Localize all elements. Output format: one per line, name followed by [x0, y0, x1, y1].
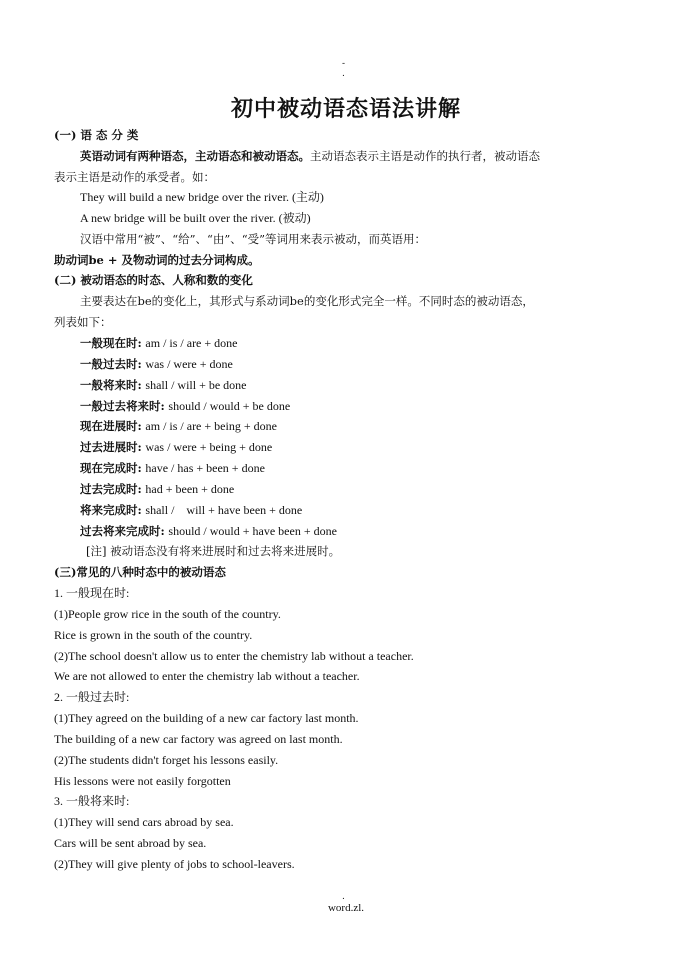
- tense-row: [80, 439, 272, 455]
- section1-paragraph-rest: 主动语态表示主语是动作的执行者，被动语态: [310, 149, 540, 163]
- tense-label: 一般将来时:: [80, 378, 142, 392]
- example-passive: A new bridge will be built over the river. (被动): [80, 211, 311, 225]
- example-line: (1)People grow rice in the south of the country.: [54, 607, 281, 621]
- tense-row: [80, 335, 237, 351]
- section3-heading: (三)常见的八种时态中的被动语态: [54, 565, 226, 579]
- tense-form: should / would + have been + done: [168, 524, 337, 538]
- tense-label: 一般过去时:: [80, 357, 142, 371]
- tense-row: [80, 356, 233, 372]
- page-title: 初中被动语态语法讲解: [230, 96, 461, 122]
- example-line: (2)The school doesn't allow us to enter the chemistry lab without a teacher.: [54, 649, 414, 663]
- section1-rule: 助动词be + 及物动词的过去分词构成。: [54, 253, 260, 267]
- tense-form: have / has + been + done: [145, 461, 265, 475]
- tense-form: shall / will + have been + done: [145, 503, 303, 517]
- tense-form: had + been + done: [145, 482, 235, 496]
- example-line: Rice is grown in the south of the country.: [54, 628, 253, 642]
- subsection-heading: 1. 一般现在时:: [54, 586, 130, 600]
- example-line: (2)They will give plenty of jobs to school-leavers.: [54, 857, 295, 871]
- section2-heading: (二) 被动语态的时态、人称和数的变化: [54, 273, 253, 287]
- tense-label: 过去进展时:: [80, 440, 142, 454]
- footer-dot: .: [342, 892, 345, 902]
- example-line: Cars will be sent abroad by sea.: [54, 836, 207, 850]
- section1-paragraph-bold: 英语动词有两种语态，主动语态和被动语态。: [80, 149, 310, 163]
- tense-label: 过去完成时:: [80, 482, 142, 496]
- example-line: (2)The students didn't forget his lessons easily.: [54, 753, 279, 767]
- tense-label: 现在完成时:: [80, 461, 142, 475]
- example-line: (1)They agreed on the building of a new car factory last month.: [54, 711, 359, 725]
- tense-form: am / is / are + being + done: [145, 419, 277, 433]
- tense-row: [80, 523, 337, 539]
- section1-note: 汉语中常用“被”、“给”、“由”、“受”等词用来表示被动，而英语用：: [80, 232, 427, 246]
- tense-form: am / is / are + done: [145, 336, 238, 350]
- section1-paragraph-line2: 表示主语是动作的承受者。如：: [54, 170, 215, 184]
- header-dot: .: [342, 69, 345, 79]
- tense-row: [80, 502, 302, 518]
- tense-row: [80, 460, 265, 476]
- tense-row: [80, 398, 290, 414]
- tense-label: 过去将来完成时:: [80, 524, 165, 538]
- tense-form: was / were + done: [145, 357, 233, 371]
- example-active: They will build a new bridge over the river. (主动): [80, 190, 324, 204]
- section2-paragraph-line2: 列表如下：: [54, 315, 112, 329]
- section2-note: [注] 被动语态没有将来进展时和过去将来进展时。: [86, 544, 341, 558]
- tense-form: should / would + be done: [168, 399, 291, 413]
- tense-form: shall / will + be done: [145, 378, 247, 392]
- example-line: The building of a new car factory was agreed on last month.: [54, 732, 343, 746]
- example-line: (1)They will send cars abroad by sea.: [54, 815, 234, 829]
- tense-row: [80, 418, 277, 434]
- tense-label: 将来完成时:: [80, 503, 142, 517]
- subsection-heading: 3. 一般将来时:: [54, 794, 130, 808]
- tense-label: 现在进展时:: [80, 419, 142, 433]
- section2-paragraph-line1: 主要表达在be的变化上，其形式与系动词be的变化形式完全一样。不同时态的被动语态，: [80, 294, 534, 308]
- section1-heading: (一) 语 态 分 类: [54, 128, 139, 142]
- tense-label: 一般过去将来时:: [80, 399, 165, 413]
- header-mark: -: [342, 59, 346, 69]
- tense-row: [80, 377, 247, 393]
- subsection-heading: 2. 一般过去时:: [54, 690, 130, 704]
- section1-paragraph-line1: [80, 148, 540, 164]
- tense-form: was / were + being + done: [145, 440, 273, 454]
- example-line: His lessons were not easily forgotten: [54, 774, 231, 788]
- example-line: We are not allowed to enter the chemistry lab without a teacher.: [54, 669, 360, 683]
- tense-row: [80, 481, 234, 497]
- tense-label: 一般现在时:: [80, 336, 142, 350]
- page-footer: word.zl.: [327, 902, 365, 914]
